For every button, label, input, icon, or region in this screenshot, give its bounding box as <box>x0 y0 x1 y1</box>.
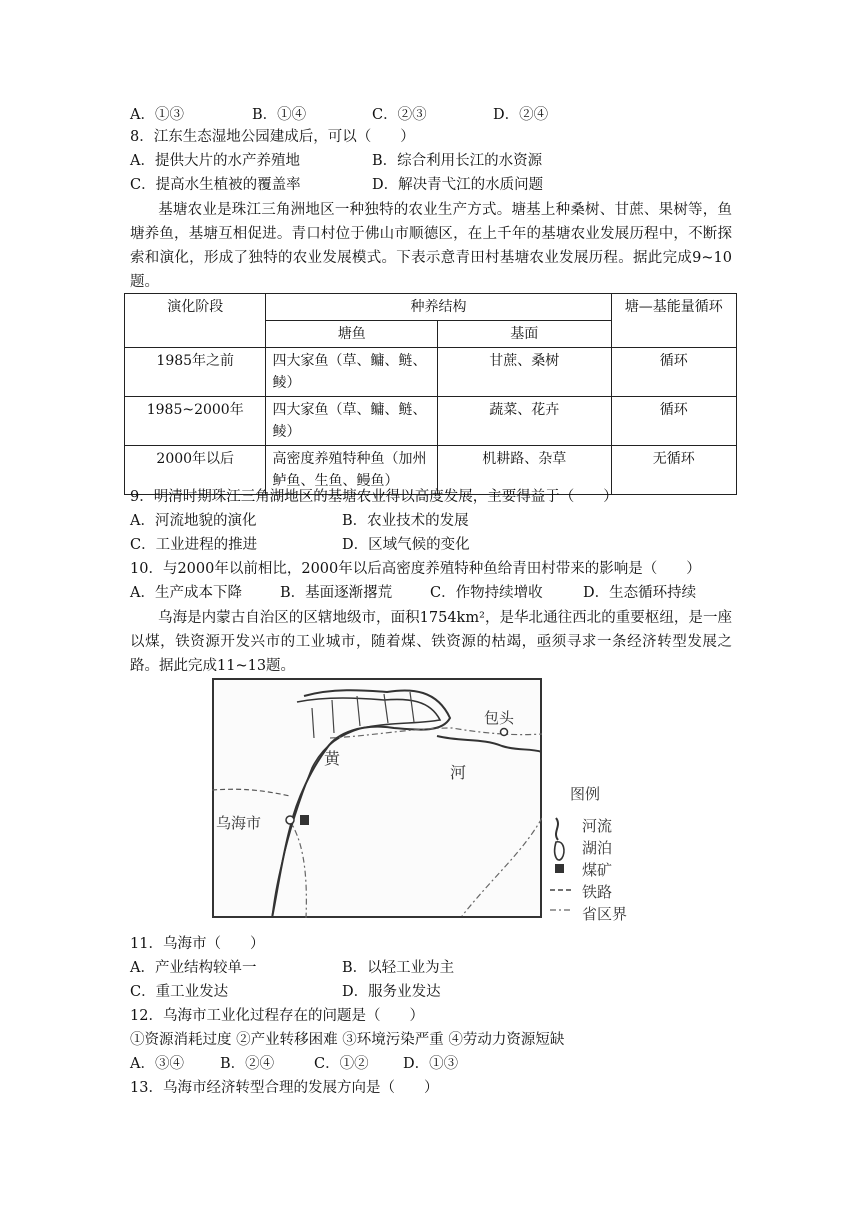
jitang-history-table <box>124 293 737 495</box>
coal-mine-marker <box>300 815 309 825</box>
q13-stem: 13．乌海市经济转型合理的发展方向是（ ） <box>130 1080 439 1096</box>
header-structure: 种养结构 <box>266 294 611 321</box>
cell-base: 机耕路、杂草 <box>438 446 612 495</box>
header-base: 基面 <box>438 321 612 348</box>
q7-option-c: C．②③ <box>372 107 427 123</box>
baotou-label: 包头 <box>484 709 515 727</box>
q12-option-c: C．①② <box>314 1056 369 1072</box>
legend-lake-symbol <box>555 842 564 860</box>
legend-coal-symbol <box>555 864 564 873</box>
header-fish: 塘鱼 <box>266 321 438 348</box>
q9-option-a: A．河流地貌的演化 <box>130 513 257 529</box>
legend-border: 省区界 <box>582 905 628 923</box>
q7-option-a: A．①③ <box>130 107 184 123</box>
passage-jitang: 基塘农业是珠江三角洲地区一种独特的农业生产方式。塘基上种桑树、甘蔗、果树等，鱼塘养鱼，基塘互相促进。青口村位于佛山市顺德区，在上千年的基塘农业发展历程中，不断探索和演化，形成了独特的农业发展模式。下表示意青田村基塘农业发展历程。据此完成9~10题。 <box>130 202 732 290</box>
header-stage: 演化阶段 <box>125 294 266 348</box>
baotou-city-marker <box>501 729 508 736</box>
cell-fish: 高密度养殖特种鱼（加州鲈鱼、生鱼、鳗鱼） <box>266 446 438 495</box>
q9-option-d: D．区域气候的变化 <box>342 537 470 553</box>
q10-option-b: B．基面逐渐撂荒 <box>280 585 393 601</box>
he-label: 河 <box>450 763 467 782</box>
cell-base: 甘蔗、桑树 <box>438 348 612 397</box>
legend-lake: 湖泊 <box>582 839 613 857</box>
table-row <box>125 348 737 397</box>
q9-option-c: C．工业进程的推进 <box>130 537 258 553</box>
q8-option-c: C．提高水生植被的覆盖率 <box>130 177 301 193</box>
q12-option-a: A．③④ <box>130 1056 184 1072</box>
q8-stem: 8．江东生态湿地公园建成后，可以（ ） <box>130 129 415 145</box>
cell-fish: 四大家鱼（草、鳙、鲢、鲮） <box>266 348 438 397</box>
q9-stem: 9．明清时期珠江三角湖地区的基塘农业得以高度发展，主要得益于（ ） <box>130 489 618 505</box>
cell-stage: 1985年之前 <box>125 348 266 397</box>
q8-option-a: A．提供大片的水产养殖地 <box>130 153 300 169</box>
cell-stage: 2000年以后 <box>125 446 266 495</box>
q12-stem: 12．乌海市工业化过程存在的问题是（ ） <box>130 1008 424 1024</box>
q11-option-b: B．以轻工业为主 <box>342 960 455 976</box>
q11-option-c: C．重工业发达 <box>130 984 229 1000</box>
q10-stem: 10．与2000年以前相比，2000年以后高密度养殖特种鱼给青田村带来的影响是（ ） <box>130 561 701 577</box>
header-cycle: 塘—基能量循环 <box>611 294 736 348</box>
cell-stage: 1985~2000年 <box>125 397 266 446</box>
cell-cycle: 循环 <box>611 397 736 446</box>
q11-option-d: D．服务业发达 <box>342 984 441 1000</box>
cell-cycle: 无循环 <box>611 446 736 495</box>
q9-option-b: B．农业技术的发展 <box>342 513 469 529</box>
q12-option-d: D．①③ <box>403 1056 459 1072</box>
q7-option-b: B．①④ <box>252 107 307 123</box>
huang-label: 黄 <box>324 749 341 768</box>
table-row <box>125 397 737 446</box>
legend-river-symbol <box>556 818 558 840</box>
q10-option-a: A．生产成本下降 <box>130 585 242 601</box>
q8-option-b: B．综合利用长江的水资源 <box>372 153 543 169</box>
q8-option-d: D．解决青弋江的水质问题 <box>372 177 544 193</box>
q10-option-c: C．作物持续增收 <box>430 585 543 601</box>
wuhai-label: 乌海市 <box>216 814 262 832</box>
q11-stem: 11．乌海市（ ） <box>130 936 265 952</box>
cell-fish: 四大家鱼（草、鳙、鲢、鲮） <box>266 397 438 446</box>
legend-rail: 铁路 <box>582 883 613 901</box>
wuhai-city-marker <box>286 816 294 824</box>
q12-items: ①资源消耗过度 ②产业转移困难 ③环境污染严重 ④劳动力资源短缺 <box>130 1032 565 1048</box>
q10-option-d: D．生态循环持续 <box>583 585 697 601</box>
cell-base: 蔬菜、花卉 <box>438 397 612 446</box>
legend-title: 图例 <box>570 785 601 803</box>
wuhai-map <box>212 678 542 918</box>
q7-option-d: D．②④ <box>493 107 549 123</box>
cell-cycle: 循环 <box>611 348 736 397</box>
legend-river: 河流 <box>582 817 613 835</box>
q12-option-b: B．②④ <box>220 1056 275 1072</box>
passage-wuhai: 乌海是内蒙古自治区的区辖地级市，面积1754km²，是华北通往西北的重要枢纽，是一座以煤，铁资源开发兴市的工业城市，随着煤、铁资源的枯竭，亟须寻求一条经济转型发展之路。据此完成11~13题。 <box>130 610 732 674</box>
q11-option-a: A．产业结构较单一 <box>130 960 257 976</box>
legend-coal: 煤矿 <box>582 861 613 879</box>
